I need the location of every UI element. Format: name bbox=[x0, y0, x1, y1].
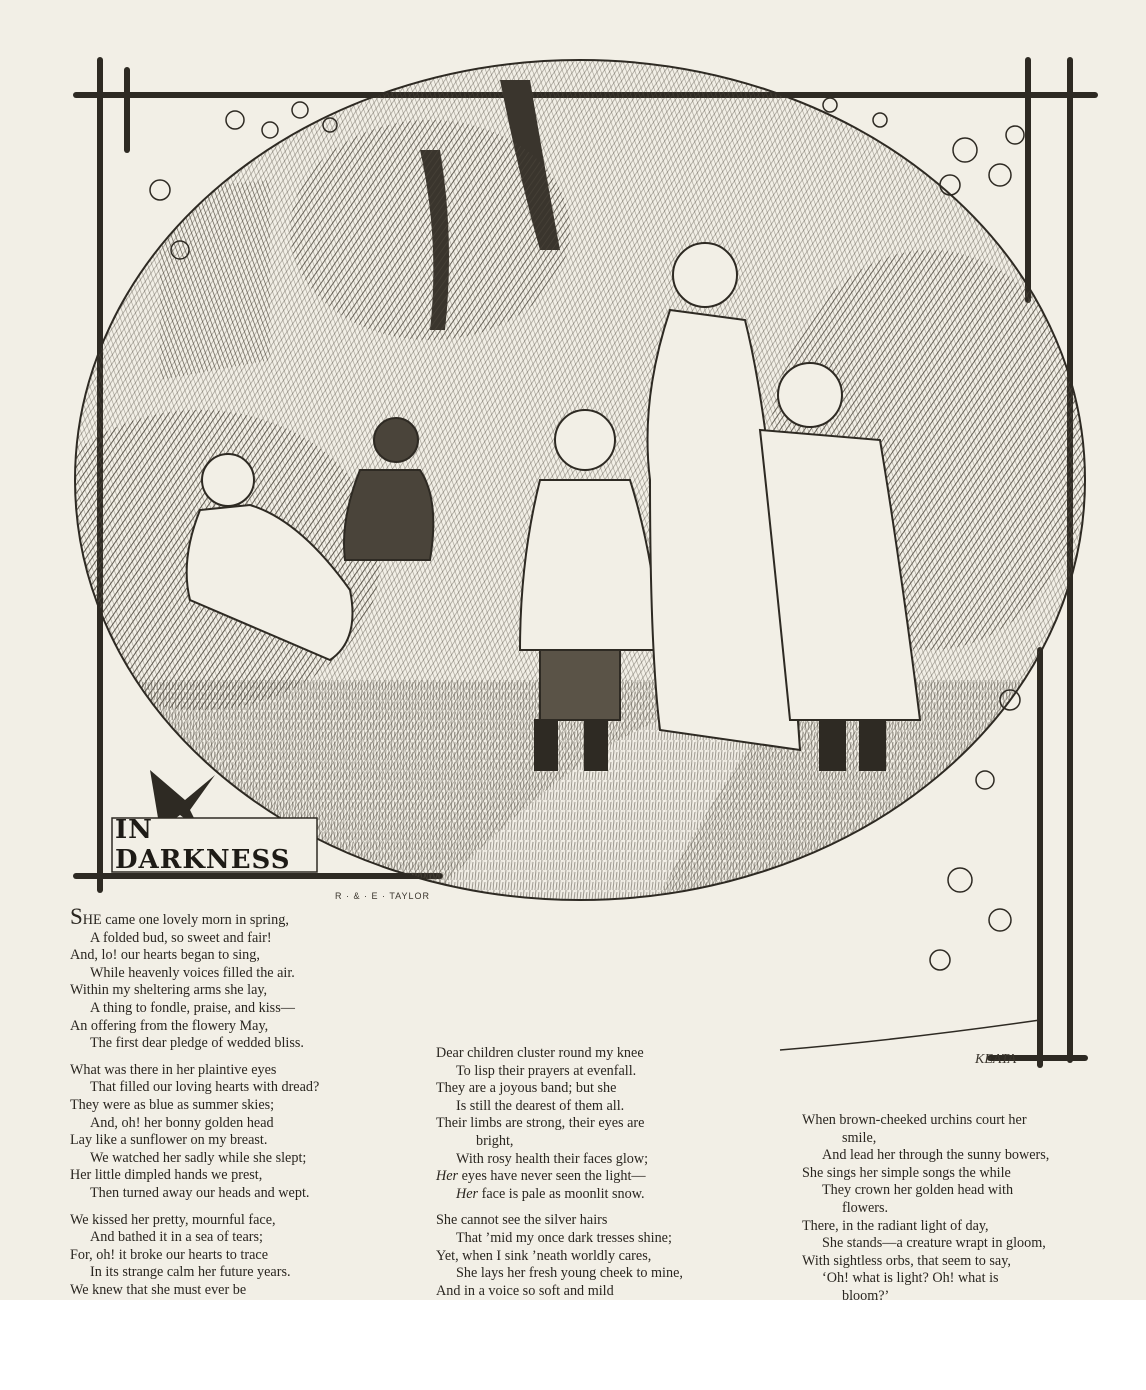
poem-line: And, oh! her bonny golden head bbox=[90, 1114, 274, 1131]
poem-line: That filled our loving hearts with dread? bbox=[90, 1079, 320, 1096]
page-margin-bottom bbox=[0, 1300, 1146, 1390]
poem-line: In its strange calm her future years. bbox=[90, 1264, 291, 1281]
poem-line: We knew that she must ever be bbox=[70, 1281, 247, 1298]
poem-line: Yet, when I sink ’neath worldly cares, bbox=[436, 1247, 652, 1264]
poem-line: Her face is pale as moonlit snow. bbox=[456, 1185, 645, 1202]
engraver-signature: KEATA bbox=[975, 1052, 1017, 1067]
poem-line: With sightless orbs, that seem to say, bbox=[802, 1252, 1011, 1269]
poem-line: SHE came one lovely morn in spring, bbox=[70, 904, 289, 929]
poem-line: And, lo! our hearts began to sing, bbox=[70, 947, 260, 964]
poem-line: She lays her fresh young cheek to mine, bbox=[456, 1265, 683, 1282]
poem-line: To lisp their prayers at evenfall. bbox=[456, 1062, 637, 1079]
poem-line: For, oh! it broke our hearts to trace bbox=[70, 1246, 268, 1263]
poem-line: When brown-cheeked urchins court her bbox=[802, 1112, 1027, 1128]
poem-line: We kissed her pretty, mournful face, bbox=[70, 1211, 276, 1228]
poem-line: And lead her through the sunny bowers, bbox=[822, 1147, 1050, 1164]
poem-column-1 bbox=[70, 904, 320, 1299]
poem-line: A thing to fondle, praise, and kiss— bbox=[90, 999, 295, 1016]
poem-title bbox=[115, 815, 315, 875]
poem-column-3 bbox=[802, 1112, 1049, 1300]
poem-line: She cannot see the silver hairs bbox=[436, 1212, 608, 1229]
poem-line: ‘Oh! what is light? Oh! what is bbox=[822, 1270, 999, 1287]
poem-line: And bathed it in a sea of tears; bbox=[90, 1229, 263, 1246]
poem-line: With rosy health their faces glow; bbox=[456, 1150, 649, 1167]
poem-line: And in a voice so soft and mild bbox=[436, 1282, 614, 1299]
poem-line: While heavenly voices filled the air. bbox=[90, 964, 295, 981]
poem-line: bright, bbox=[476, 1132, 514, 1149]
poem-line: Her little dimpled hands we prest, bbox=[70, 1167, 263, 1184]
poem-title-text: IN DARKNESS bbox=[115, 815, 291, 875]
poem-column-2 bbox=[436, 1045, 683, 1300]
poem-line: That ’mid my once dark tresses shine; bbox=[456, 1229, 672, 1246]
poem-line: They are a joyous band; but she bbox=[436, 1080, 617, 1097]
poem-line: Dear children cluster round my knee bbox=[436, 1045, 644, 1061]
poem-line bbox=[70, 1203, 319, 1212]
illustrator-credit: R · & · E · TAYLOR bbox=[335, 891, 431, 901]
poem-line: There, in the radiant light of day, bbox=[802, 1217, 989, 1234]
poem-line: Lay like a sunflower on my breast. bbox=[70, 1132, 268, 1149]
poem-line: The first dear pledge of wedded bliss. bbox=[90, 1035, 304, 1052]
poem-line: bloom?’ bbox=[842, 1287, 890, 1300]
poem-line: Within my sheltering arms she lay, bbox=[70, 982, 268, 999]
poem-line: They were as blue as summer skies; bbox=[70, 1096, 275, 1113]
poem-line: smile, bbox=[842, 1129, 877, 1146]
poem-line: Their limbs are strong, their eyes are bbox=[436, 1115, 645, 1132]
poem-line bbox=[70, 1053, 319, 1062]
poem-line: An offering from the flowery May, bbox=[70, 1017, 269, 1034]
poem-line: A folded bud, so sweet and fair! bbox=[90, 929, 272, 946]
poem-line: Her eyes have never seen the light— bbox=[436, 1168, 646, 1185]
poem-line: Then turned away our heads and wept. bbox=[90, 1184, 310, 1201]
poem-line: flowers. bbox=[842, 1199, 889, 1216]
poem-line: She stands—a creature wrapt in gloom, bbox=[822, 1235, 1046, 1252]
poem-line bbox=[436, 1203, 683, 1212]
poem-line: They crown her golden head with bbox=[822, 1182, 1014, 1199]
poem-line: Is still the dearest of them all. bbox=[456, 1097, 625, 1114]
poem-line: She sings her simple songs the while bbox=[802, 1164, 1011, 1181]
poem-line: We watched her sadly while she slept; bbox=[90, 1149, 307, 1166]
poem-line: What was there in her plaintive eyes bbox=[70, 1061, 277, 1078]
